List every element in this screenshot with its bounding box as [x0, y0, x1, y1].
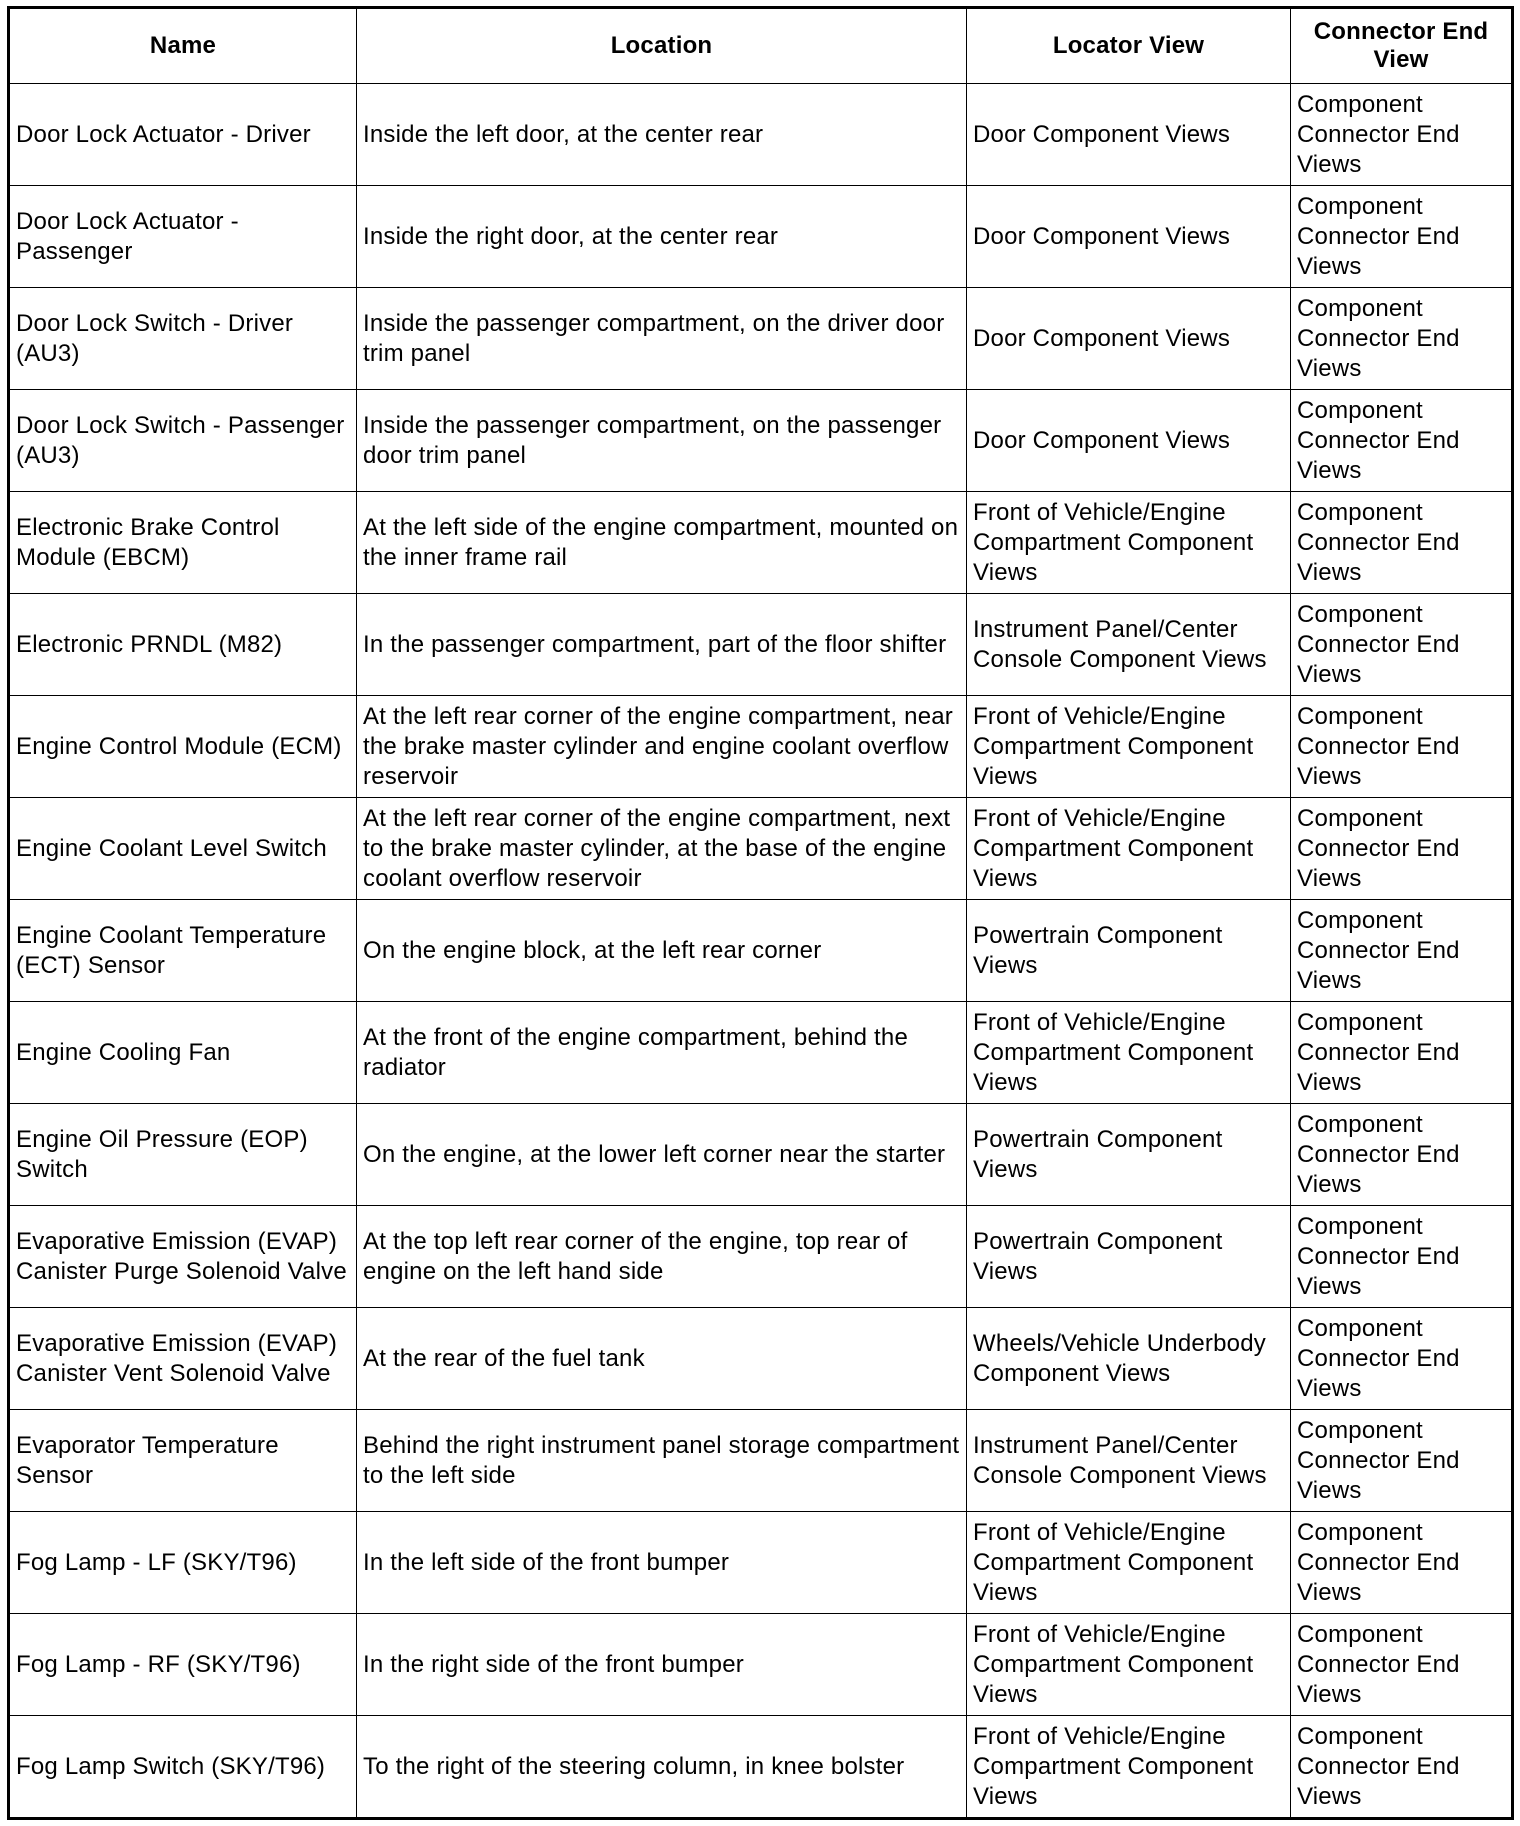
cell-locator-view: Instrument Panel/Center Console Component Views: [967, 594, 1291, 696]
component-locator-table: [7, 6, 1514, 1820]
table-header: [9, 8, 1513, 84]
table-row: [9, 1410, 1513, 1512]
cell-name: Door Lock Switch - Passenger (AU3): [9, 390, 357, 492]
cell-locator-view: Door Component Views: [967, 390, 1291, 492]
cell-location: At the front of the engine compartment, behind the radiator: [357, 1002, 967, 1104]
cell-location: In the passenger compartment, part of the floor shifter: [357, 594, 967, 696]
table-row: [9, 1512, 1513, 1614]
cell-connector-end-view: Component Connector End Views: [1291, 696, 1513, 798]
cell-locator-view: Front of Vehicle/Engine Compartment Component Views: [967, 798, 1291, 900]
cell-locator-view: Front of Vehicle/Engine Compartment Component Views: [967, 492, 1291, 594]
cell-location: In the left side of the front bumper: [357, 1512, 967, 1614]
cell-name: Fog Lamp Switch (SKY/T96): [9, 1716, 357, 1819]
cell-locator-view: Front of Vehicle/Engine Compartment Component Views: [967, 1512, 1291, 1614]
cell-locator-view: Powertrain Component Views: [967, 1206, 1291, 1308]
cell-location: At the rear of the fuel tank: [357, 1308, 967, 1410]
cell-locator-view: Wheels/Vehicle Underbody Component Views: [967, 1308, 1291, 1410]
cell-location: At the left rear corner of the engine compartment, near the brake master cylinder and engine coolant overflow reservoir: [357, 696, 967, 798]
cell-locator-view: Instrument Panel/Center Console Component Views: [967, 1410, 1291, 1512]
cell-location: Behind the right instrument panel storage compartment to the left side: [357, 1410, 967, 1512]
table-body: [9, 84, 1513, 1819]
cell-connector-end-view: Component Connector End Views: [1291, 594, 1513, 696]
cell-connector-end-view: Component Connector End Views: [1291, 492, 1513, 594]
cell-location: To the right of the steering column, in knee bolster: [357, 1716, 967, 1819]
cell-locator-view: Door Component Views: [967, 288, 1291, 390]
table-row: [9, 900, 1513, 1002]
cell-name: Engine Coolant Level Switch: [9, 798, 357, 900]
cell-location: Inside the right door, at the center rear: [357, 186, 967, 288]
cell-connector-end-view: Component Connector End Views: [1291, 900, 1513, 1002]
cell-locator-view: Powertrain Component Views: [967, 900, 1291, 1002]
cell-connector-end-view: Component Connector End Views: [1291, 1410, 1513, 1512]
header-connector-end-view: Connector End View: [1291, 8, 1513, 84]
table-row: [9, 1206, 1513, 1308]
cell-name: Door Lock Actuator - Driver: [9, 84, 357, 186]
table-row: [9, 288, 1513, 390]
table-row: [9, 1104, 1513, 1206]
cell-connector-end-view: Component Connector End Views: [1291, 1614, 1513, 1716]
cell-name: Engine Coolant Temperature (ECT) Sensor: [9, 900, 357, 1002]
cell-name: Evaporative Emission (EVAP) Canister Vent Solenoid Valve: [9, 1308, 357, 1410]
cell-name: Engine Control Module (ECM): [9, 696, 357, 798]
cell-name: Evaporator Temperature Sensor: [9, 1410, 357, 1512]
cell-connector-end-view: Component Connector End Views: [1291, 186, 1513, 288]
table-row: [9, 1716, 1513, 1819]
cell-connector-end-view: Component Connector End Views: [1291, 1104, 1513, 1206]
cell-connector-end-view: Component Connector End Views: [1291, 390, 1513, 492]
cell-locator-view: Front of Vehicle/Engine Compartment Component Views: [967, 696, 1291, 798]
cell-name: Engine Oil Pressure (EOP) Switch: [9, 1104, 357, 1206]
table-row: [9, 84, 1513, 186]
table-row: [9, 696, 1513, 798]
component-locator-sheet: [7, 6, 1511, 1818]
table-row: [9, 492, 1513, 594]
table-row: [9, 390, 1513, 492]
cell-location: On the engine block, at the left rear corner: [357, 900, 967, 1002]
table-row: [9, 594, 1513, 696]
cell-location: At the left side of the engine compartment, mounted on the inner frame rail: [357, 492, 967, 594]
cell-name: Electronic Brake Control Module (EBCM): [9, 492, 357, 594]
cell-location: Inside the left door, at the center rear: [357, 84, 967, 186]
header-name: Name: [9, 8, 357, 84]
cell-name: Door Lock Switch - Driver (AU3): [9, 288, 357, 390]
cell-name: Door Lock Actuator - Passenger: [9, 186, 357, 288]
cell-location: Inside the passenger compartment, on the driver door trim panel: [357, 288, 967, 390]
header-location: Location: [357, 8, 967, 84]
cell-location: In the right side of the front bumper: [357, 1614, 967, 1716]
cell-locator-view: Front of Vehicle/Engine Compartment Component Views: [967, 1614, 1291, 1716]
cell-locator-view: Front of Vehicle/Engine Compartment Component Views: [967, 1716, 1291, 1819]
table-row: [9, 1002, 1513, 1104]
cell-name: Evaporative Emission (EVAP) Canister Purge Solenoid Valve: [9, 1206, 357, 1308]
cell-location: On the engine, at the lower left corner near the starter: [357, 1104, 967, 1206]
table-row: [9, 798, 1513, 900]
cell-connector-end-view: Component Connector End Views: [1291, 1002, 1513, 1104]
cell-locator-view: Door Component Views: [967, 84, 1291, 186]
cell-name: Fog Lamp - RF (SKY/T96): [9, 1614, 357, 1716]
cell-locator-view: Door Component Views: [967, 186, 1291, 288]
cell-name: Electronic PRNDL (M82): [9, 594, 357, 696]
cell-connector-end-view: Component Connector End Views: [1291, 288, 1513, 390]
cell-connector-end-view: Component Connector End Views: [1291, 1512, 1513, 1614]
cell-connector-end-view: Component Connector End Views: [1291, 84, 1513, 186]
cell-connector-end-view: Component Connector End Views: [1291, 1716, 1513, 1819]
table-row: [9, 186, 1513, 288]
cell-name: Fog Lamp - LF (SKY/T96): [9, 1512, 357, 1614]
cell-location: At the left rear corner of the engine compartment, next to the brake master cylinder, at the base of the engine coolant overflow reservoir: [357, 798, 967, 900]
header-locator-view: Locator View: [967, 8, 1291, 84]
table-row: [9, 1614, 1513, 1716]
cell-connector-end-view: Component Connector End Views: [1291, 1206, 1513, 1308]
table-row: [9, 1308, 1513, 1410]
cell-location: At the top left rear corner of the engine, top rear of engine on the left hand side: [357, 1206, 967, 1308]
cell-connector-end-view: Component Connector End Views: [1291, 798, 1513, 900]
cell-location: Inside the passenger compartment, on the passenger door trim panel: [357, 390, 967, 492]
cell-locator-view: Powertrain Component Views: [967, 1104, 1291, 1206]
header-row: [9, 8, 1513, 84]
cell-locator-view: Front of Vehicle/Engine Compartment Component Views: [967, 1002, 1291, 1104]
cell-name: Engine Cooling Fan: [9, 1002, 357, 1104]
cell-connector-end-view: Component Connector End Views: [1291, 1308, 1513, 1410]
